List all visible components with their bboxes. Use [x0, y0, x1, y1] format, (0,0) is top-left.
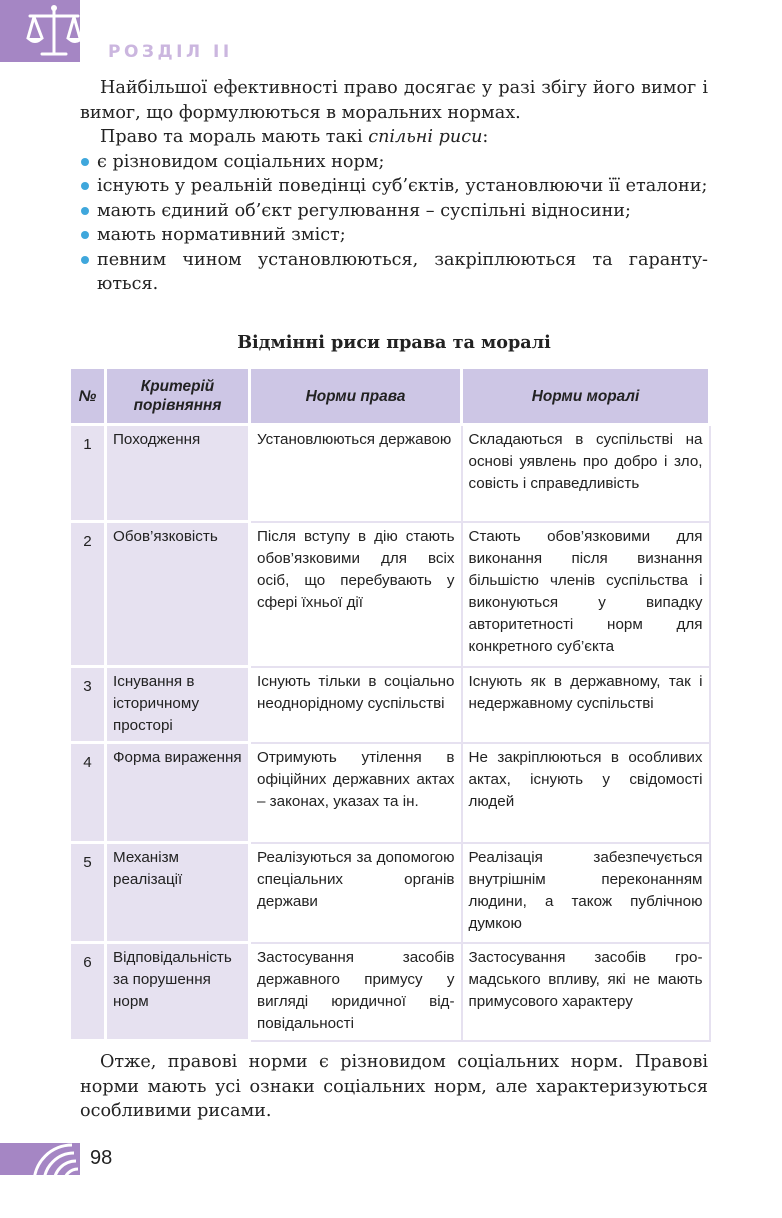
row-criterion: Обов’язковість: [106, 522, 250, 667]
list-item: мають нормативний зміст;: [80, 223, 708, 248]
list-item: існують у реальній поведінці суб’єктів, установлюючи її еталони;: [80, 174, 708, 199]
row-moral: Застосування засобів громадського впливу, які не мають примусового характеру: [462, 943, 710, 1041]
row-number: 6: [70, 943, 106, 1041]
bullet-icon: [81, 256, 89, 264]
row-criterion: Форма вираження: [106, 743, 250, 843]
table-row: [70, 522, 710, 667]
conclusion-paragraph: Отже, правові норми є різновидом соціальних норм. Правові норми мають усі ознаки соціальних норм, але характеризуються особливими рисами.: [80, 1052, 708, 1121]
row-criterion: Походження: [106, 425, 250, 522]
table-title: Відмінні риси права та моралі: [237, 332, 551, 353]
row-law: Після вступу в дію стають обов’язковими для всіх осіб, що перебувають у сфері їхньої дії: [250, 522, 462, 667]
section-emblem: [0, 0, 80, 62]
bullet-icon: [81, 207, 89, 215]
common-features-list: [80, 150, 708, 297]
bullet-icon: [81, 182, 89, 190]
row-number: 4: [70, 743, 106, 843]
table-row: [70, 425, 710, 522]
bullet-icon: [81, 158, 89, 166]
row-number: 5: [70, 843, 106, 943]
row-number: 3: [70, 667, 106, 743]
row-number: 2: [70, 522, 106, 667]
comparison-table: [68, 366, 711, 1042]
header-number: №: [70, 368, 106, 425]
row-moral: Не закріплюються в особливих актах, існують у свідомості людей: [462, 743, 710, 843]
row-law: Застосування засобів державного примусу у вигляді юридичної відповідальності: [250, 943, 462, 1041]
row-law: Існують тільки в соціально неоднорідному суспільстві: [250, 667, 462, 743]
lead-start: Право та мораль мають такі: [100, 127, 369, 147]
row-moral: Існують як в державному, так і недержавному суспільстві: [462, 667, 710, 743]
row-law: Реалізуються за допомогою спеціальних органів держави: [250, 843, 462, 943]
table-header-row: [70, 368, 710, 425]
row-law: Отримують утілення в офіційних державних актах – законах, указах та ін.: [250, 743, 462, 843]
header-criterion: Критерій порівняння: [106, 368, 250, 425]
row-moral: Стають обов’язковими для виконання після визнання більшістю членів суспільства і виконуються у випадку авторитетності норм для конкретного суб’єкта: [462, 522, 710, 667]
list-item: певним чином установлюються, закріплюються та гарантуються.: [80, 248, 708, 297]
row-number: 1: [70, 425, 106, 522]
header-law-norms: Норми права: [250, 368, 462, 425]
table-row: [70, 743, 710, 843]
page-number: 98: [90, 1147, 113, 1169]
common-features-lead: [80, 125, 708, 150]
header-moral-norms: Норми моралі: [462, 368, 710, 425]
scales-icon: [0, 0, 80, 62]
lead-emphasis: спільні риси: [368, 127, 483, 147]
row-criterion: Механізм реалізації: [106, 843, 250, 943]
intro-paragraph: Найбільшої ефективності право досягає у разі збігу його вимог і вимог, що формулюються в моральних нормах.: [80, 78, 708, 123]
row-law: Установлюються державою: [250, 425, 462, 522]
table-row: [70, 943, 710, 1041]
bullet-icon: [81, 231, 89, 239]
table-row: [70, 667, 710, 743]
row-moral: Складаються в суспільстві на основі уявлень про добро і зло, совість і справедливість: [462, 425, 710, 522]
row-criterion: Існування в історичному просторі: [106, 667, 250, 743]
section-label: РОЗДІЛ ІІ: [108, 42, 233, 62]
row-moral: Реалізація забезпечується внутрішнім переконанням людини, а також публічною думкою: [462, 843, 710, 943]
footer-decor: [0, 1143, 80, 1175]
list-item: мають єдиний об’єкт регулювання – суспільні відносини;: [80, 199, 708, 224]
arcs-icon: [0, 1143, 80, 1175]
lead-end: :: [482, 127, 489, 147]
row-criterion: Відповідальність за порушення норм: [106, 943, 250, 1041]
table-row: [70, 843, 710, 943]
conclusion-text: [80, 1050, 708, 1124]
intro-text: [80, 76, 708, 297]
list-item: є різновидом соціальних норм;: [80, 150, 708, 175]
